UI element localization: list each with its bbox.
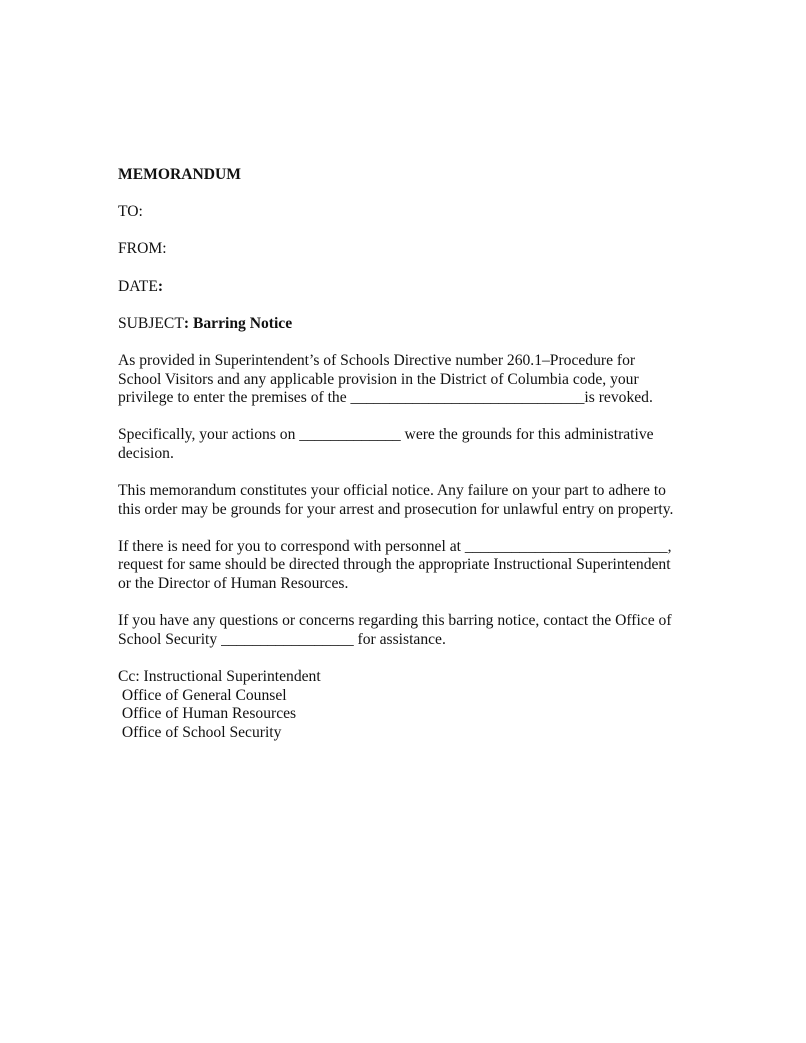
paragraph-line: If you have any questions or concerns regarding this barring notice, contact the Office of [118,612,672,630]
cc-list [118,668,698,742]
paragraph-line: As provided in Superintendent’s of Schools Directive number 260.1–Procedure for [118,351,636,369]
cc-line: Office of General Counsel [118,686,287,704]
paragraph-line: decision. [118,444,174,462]
paragraph-line: This memorandum constitutes your official notice. Any failure on your part to adhere to [118,482,666,500]
paragraph-actions [118,426,698,463]
subject-value: : Barring Notice [183,314,293,332]
paragraph-line: privilege to enter the premises of the ______________________________is revoked. [118,389,653,407]
date-label: DATE [118,277,158,295]
paragraph-questions [118,612,698,649]
memo-title: MEMORANDUM [118,166,241,183]
memorandum [118,166,698,761]
subject-field [118,315,698,334]
paragraph-correspondence [118,538,698,594]
to-label: TO: [118,203,143,221]
paragraph-line: If there is need for you to correspond with personnel at __________________________, [118,537,672,555]
paragraph-line: or the Director of Human Resources. [118,575,349,593]
paragraph-line: this order may be grounds for your arrest and prosecution for unlawful entry on property. [118,500,674,518]
paragraph-premises [118,352,698,408]
cc-line: Office of Human Resources [118,705,297,723]
paragraph-notice [118,482,698,519]
from-label: FROM: [118,240,167,258]
paragraph-line: request for same should be directed through the appropriate Instructional Superintendent [118,556,671,574]
to-field [118,203,698,222]
subject-label: SUBJECT [118,314,184,332]
from-field [118,240,698,259]
date-field [118,278,698,297]
paragraph-line: Specifically, your actions on _____________ were the grounds for this administrative [118,426,654,444]
cc-line: Cc: Instructional Superintendent [118,668,321,686]
paragraph-line: School Security _________________ for assistance. [118,630,446,648]
paragraph-line: School Visitors and any applicable provision in the District of Columbia code, your [118,370,639,388]
cc-line: Office of School Security [118,723,282,741]
date-colon: : [157,277,164,295]
